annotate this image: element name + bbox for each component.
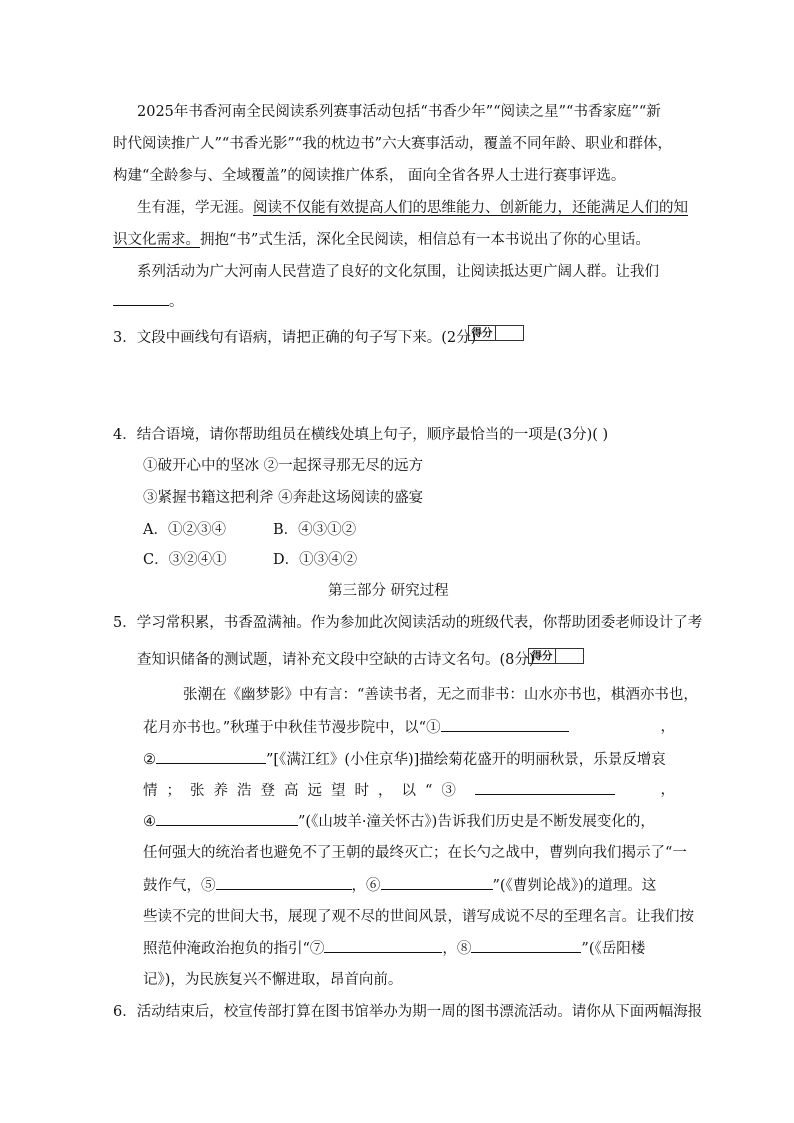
passage-text: ”(《曹刿论战》)的道理。这	[492, 878, 657, 894]
passage-text: ”(《山坡羊·潼关怀古》)告诉我们历史是不断发展变化的，	[298, 814, 655, 830]
q5-passage-line1: 张潮在《幽梦影》中有言：“善读书者，无之而非书：山水亦书也，棋酒亦书也，	[183, 687, 698, 703]
score-label: 得分	[529, 649, 556, 663]
passage-punct: ，	[660, 782, 675, 798]
answer-blank-3[interactable]	[475, 780, 615, 795]
answer-blank-8[interactable]	[471, 938, 581, 953]
para2-rest-text: 拥抱“书”式生活，深化全民阅读，相信总有一本书说出了你的心里话。	[200, 232, 650, 248]
q4-options-line2: ③紧握书籍这把利斧 ④奔赴这场阅读的盛宴	[143, 490, 424, 506]
passage-punct: ，	[660, 719, 675, 735]
blank-number: ②	[143, 752, 156, 768]
answer-blank-1[interactable]	[441, 717, 569, 732]
passage-text: 照范仲淹政治抱负的指引“⑦	[143, 941, 325, 957]
q5-passage-line2	[143, 717, 675, 738]
para3-line2	[113, 291, 184, 312]
section-title: 第三部分 研究过程	[328, 583, 449, 599]
question-3: 3．文段中画线句有语病，请把正确的句子写下来。(2分)	[113, 330, 477, 346]
passage-text: ”(《岳阳楼	[581, 941, 646, 957]
q5-passage-line8: 些读不完的世间大书，展现了观不尽的世间风景，谱写成说不尽的至理名言。让我们按	[143, 909, 694, 925]
blank-number: ④	[143, 814, 156, 830]
para2-line2	[113, 230, 650, 250]
score-box-q3[interactable]	[468, 325, 524, 341]
question-5-line1: 5．学习常积累，书香盈满袖。作为参加此次阅读活动的班级代表，你帮助团委老师设计了考	[113, 615, 703, 631]
intro-para-line3: 构建“全龄参与、全域覆盖”的阅读推广体系， 面向全省各界人士进行赛事评选。	[113, 168, 626, 184]
intro-para-line2: 时代阅读推广人”“书香光影”“我的枕边书”六大赛事活动，覆盖不同年龄、职业和群体，	[113, 136, 673, 152]
answer-blank-4[interactable]	[156, 811, 298, 826]
choice-c[interactable]: C．③②④①	[143, 552, 227, 568]
intro-para-line1: 2025年书香河南全民阅读系列赛事活动包括“书香少年”“阅读之星”“书香家庭”“新	[137, 104, 661, 120]
q5-passage-line4	[143, 780, 675, 801]
question-4: 4．结合语境，请你帮助组员在横线处填上句子，顺序最恰当的一项是(3分)( )	[113, 427, 609, 443]
score-label: 得分	[469, 326, 496, 340]
question-5-line2: 查知识储备的测试题，请补充文段中空缺的古诗文名句。(8分)	[137, 652, 535, 668]
passage-text: ，⑧	[442, 941, 472, 957]
para2-line1	[137, 198, 688, 218]
passage-text: 情；张养浩登高远望时，以“③	[143, 783, 465, 799]
answer-blank-7[interactable]	[324, 938, 442, 953]
passage-text: ，⑥	[351, 878, 381, 894]
choice-a[interactable]: A．①②③④	[143, 522, 226, 538]
underlined-sentence-part2: 识文化需求。	[113, 232, 200, 248]
para2-plain-text: 生有涯，学无涯。	[137, 200, 253, 216]
choice-d[interactable]: D．①③④②	[273, 552, 358, 568]
answer-blank-2[interactable]	[156, 749, 266, 764]
q5-passage-line5	[143, 811, 655, 832]
answer-blank-5[interactable]	[216, 875, 352, 890]
underlined-sentence-part1: 阅读不仅能有效提高人们的思维能力、创新能力，还能满足人们的知	[253, 200, 688, 216]
q4-options-line1: ①破开心中的坚冰 ②一起探寻那无尽的远方	[143, 458, 424, 474]
q5-passage-line6: 任何强大的统治者也避免不了王朝的最终灭亡；在长勺之战中，曹刿向我们揭示了“一	[143, 845, 687, 861]
q5-passage-line7	[143, 875, 656, 896]
question-6: 6．活动结束后，校宣传部打算在图书馆举办为期一周的图书漂流活动。请你从下面两幅海报	[113, 1004, 703, 1020]
para3-end-punct: 。	[169, 294, 184, 310]
passage-text: ”[《满江红》(小住京华)]描绘菊花盛开的明丽秋景，乐景反增哀	[266, 752, 666, 768]
choice-b[interactable]: B．④③①②	[273, 522, 357, 538]
q5-passage-line10: 记》)，为民族复兴不懈进取，昂首向前。	[143, 972, 403, 988]
score-box-q5[interactable]	[528, 648, 584, 664]
q5-passage-line9	[143, 938, 645, 959]
q5-passage-line3	[143, 749, 666, 770]
answer-blank-6[interactable]	[381, 875, 493, 890]
para3-line1: 系列活动为广大河南人民营造了良好的文化氛围，让阅读抵达更广阔人群。让我们	[137, 264, 659, 280]
passage-text: 花月亦书也。”秋瑾于中秋佳节漫步院中，以“①	[143, 720, 441, 736]
answer-blank[interactable]	[113, 291, 169, 306]
passage-text: 鼓作气，⑤	[143, 878, 216, 894]
